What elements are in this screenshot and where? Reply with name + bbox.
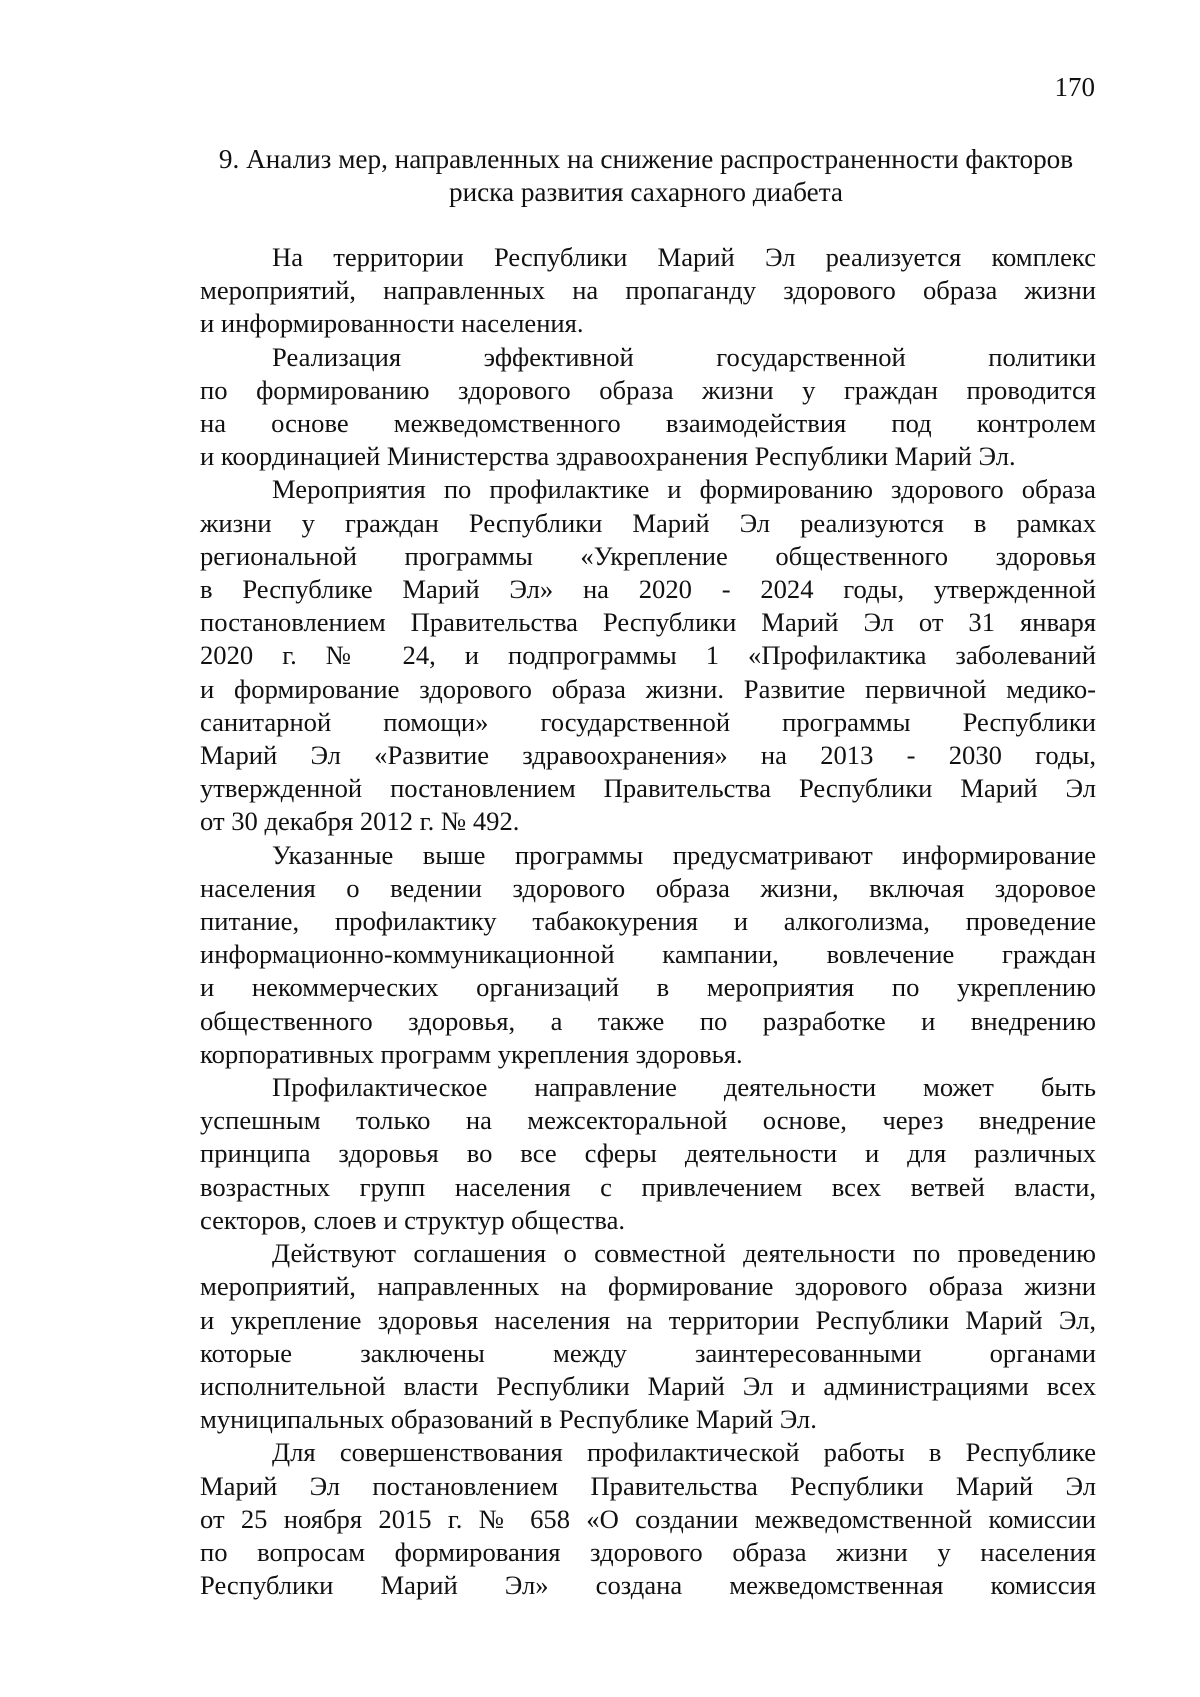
text-line: Указанные выше программы предусматривают информирование xyxy=(272,839,1096,870)
text-line: Республики Марий Эл» создана межведомственная комиссия xyxy=(200,1570,1096,1601)
text-line: мероприятий, направленных на пропаганду здорового образа жизни xyxy=(200,275,1096,306)
text-line: Марий Эл «Развитие здравоохранения» на 2013 - 2030 годы, xyxy=(200,740,1096,771)
text-line: и формирование здорового образа жизни. Развитие первичной медико- xyxy=(200,673,1096,704)
text-line: от 25 ноября 2015 г. № 658 «О создании межведомственной комиссии xyxy=(200,1503,1096,1534)
text-line: на основе межведомственного взаимодействия под контролем xyxy=(200,408,1096,439)
text-line: Марий Эл постановлением Правительства Республики Марий Эл xyxy=(200,1470,1096,1501)
text-line: муниципальных образований в Республике Марий Эл. xyxy=(200,1404,817,1435)
text-line: и информированности населения. xyxy=(200,308,584,339)
text-line: Для совершенствования профилактической работы в Республике xyxy=(272,1437,1096,1468)
text-line: исполнительной власти Республики Марий Эл и администрациями всех xyxy=(200,1370,1096,1401)
text-line: жизни у граждан Республики Марий Эл реализуются в рамках xyxy=(200,507,1096,538)
text-line: возрастных групп населения с привлечением всех ветвей власти, xyxy=(200,1171,1096,1202)
text-line: региональной программы «Укрепление общественного здоровья xyxy=(200,540,1096,571)
text-line: и некоммерческих организаций в мероприятия по укреплению xyxy=(200,972,1096,1003)
text-line: и укрепление здоровья населения на территории Республики Марий Эл, xyxy=(200,1304,1096,1335)
text-line: успешным только на межсекторальной основе, через внедрение xyxy=(200,1105,1096,1136)
section-heading xyxy=(196,143,1096,209)
paragraph xyxy=(200,1071,1096,1237)
section-heading-line: риска развития сахарного диабета xyxy=(448,177,844,207)
text-line: Профилактическое направление деятельности может быть xyxy=(272,1072,1096,1103)
text-line: которые заключены между заинтересованными органами xyxy=(200,1337,1096,1368)
text-line: в Республике Марий Эл» на 2020 - 2024 годы, утвержденной xyxy=(200,574,1096,605)
paragraph xyxy=(200,1237,1096,1436)
text-line: населения о ведении здорового образа жизни, включая здоровое xyxy=(200,872,1096,903)
text-line: питание, профилактику табакокурения и алкоголизма, проведение xyxy=(200,906,1096,937)
text-line: принципа здоровья во все сферы деятельности и для различных xyxy=(200,1138,1096,1169)
paragraph xyxy=(200,1436,1096,1602)
text-line: Действуют соглашения о совместной деятельности по проведению xyxy=(272,1238,1096,1269)
paragraph xyxy=(200,341,1096,474)
text-line: информационно-коммуникационной кампании, вовлечение граждан xyxy=(200,939,1096,970)
text-line: корпоративных программ укрепления здоровья. xyxy=(200,1038,743,1069)
text-line: 2020 г. № 24, и подпрограммы 1 «Профилактика заболеваний xyxy=(200,640,1096,671)
page-number: 170 xyxy=(1054,72,1095,102)
paragraph xyxy=(200,241,1096,341)
text-line: по формированию здорового образа жизни у граждан проводится xyxy=(200,374,1096,405)
text-line: общественного здоровья, а также по разработке и внедрению xyxy=(200,1005,1096,1036)
paragraph xyxy=(200,473,1096,838)
text-line: мероприятий, направленных на формирование здорового образа жизни xyxy=(200,1271,1096,1302)
text-line: На территории Республики Марий Эл реализуется комплекс xyxy=(272,242,1096,272)
text-line: и координацией Министерства здравоохранения Республики Марий Эл. xyxy=(200,441,1016,472)
section-heading-line: 9. Анализ мер, направленных на снижение распространенности факторов xyxy=(218,144,1074,174)
text-line: по вопросам формирования здорового образа жизни у населения xyxy=(200,1536,1096,1567)
text-line: утвержденной постановлением Правительства Республики Марий Эл xyxy=(200,773,1096,804)
text-line: постановлением Правительства Республики Марий Эл от 31 января xyxy=(200,607,1096,638)
body-text xyxy=(200,241,1096,1602)
text-line: Мероприятия по профилактике и формированию здорового образа xyxy=(272,474,1096,505)
paragraph xyxy=(200,839,1096,1071)
text-line: санитарной помощи» государственной программы Республики xyxy=(200,706,1096,737)
text-line: от 30 декабря 2012 г. № 492. xyxy=(200,806,520,837)
text-line: Реализация эффективной государственной политики xyxy=(272,341,1096,372)
text-line: секторов, слоев и структур общества. xyxy=(200,1204,626,1235)
